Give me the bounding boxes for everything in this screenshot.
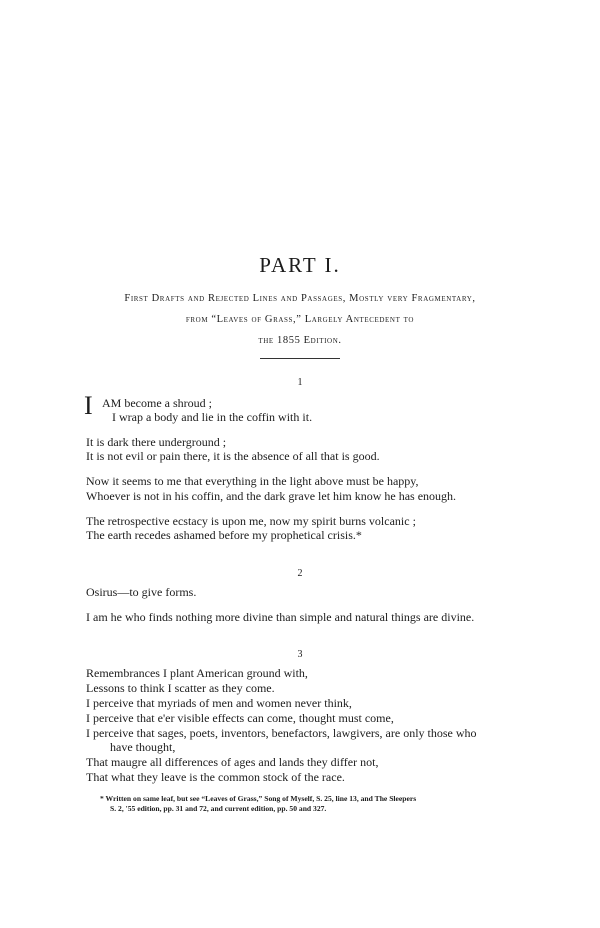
poem-line: I am he who finds nothing more divine than simple and natural things are divine. — [86, 610, 475, 624]
subtitle-line: the 1855 Edition. — [258, 335, 342, 346]
footnote-line: S. 2, '55 edition, pp. 31 and 72, and current edition, pp. 50 and 327. — [110, 804, 327, 813]
poem-line: AM become a shroud ; — [102, 396, 212, 410]
footnote — [100, 794, 540, 814]
poem-line: Remembrances I plant American ground with, — [86, 666, 308, 680]
title-divider — [260, 358, 340, 359]
poem-line: I perceive that myriads of men and women never think, — [86, 696, 352, 710]
poem-line: Now it seems to me that everything in the light above must be happy, — [86, 474, 419, 488]
section-number-3: 3 — [297, 649, 303, 660]
poem-line: I wrap a body and lie in the coffin with it. — [112, 410, 313, 424]
subtitle-line: First Drafts and Rejected Lines and Passages, Mostly very Fragmentary, — [124, 293, 476, 304]
poem-line: That what they leave is the common stock of the race. — [86, 770, 345, 784]
poem-line: I perceive that sages, poets, inventors, benefactors, lawgivers, are only those who — [86, 726, 477, 740]
poem-line: It is dark there underground ; — [86, 435, 227, 449]
section-number-1: 1 — [297, 377, 303, 388]
poem-line: Whoever is not in his coffin, and the dark grave let him know he has enough. — [86, 489, 457, 503]
part-title: PART I. — [259, 253, 341, 277]
poem-line: have thought, — [110, 740, 176, 754]
poem-line: Lessons to think I scatter as they come. — [86, 681, 275, 695]
poem-line: The earth recedes ashamed before my prophetical crisis.* — [86, 528, 362, 542]
subtitle-line: from “Leaves of Grass,” Largely Antecedent to — [185, 314, 415, 325]
poem-line: Osirus—to give forms. — [86, 585, 197, 599]
poem-line: That maugre all differences of ages and lands they differ not, — [86, 755, 379, 769]
footnote-line: * Written on same leaf, but see “Leaves of Grass,” Song of Myself, S. 25, line 13, and The Sleepers — [100, 794, 417, 803]
part-subtitle — [70, 288, 530, 351]
poem-line: I perceive that e'er visible effects can come, thought must come, — [86, 711, 394, 725]
drop-cap: I — [84, 391, 93, 420]
poem-line: It is not evil or pain there, it is the absence of all that is good. — [86, 449, 380, 463]
section-number-2: 2 — [297, 568, 303, 579]
poem-line: The retrospective ecstacy is upon me, now my spirit burns volcanic ; — [86, 514, 416, 528]
